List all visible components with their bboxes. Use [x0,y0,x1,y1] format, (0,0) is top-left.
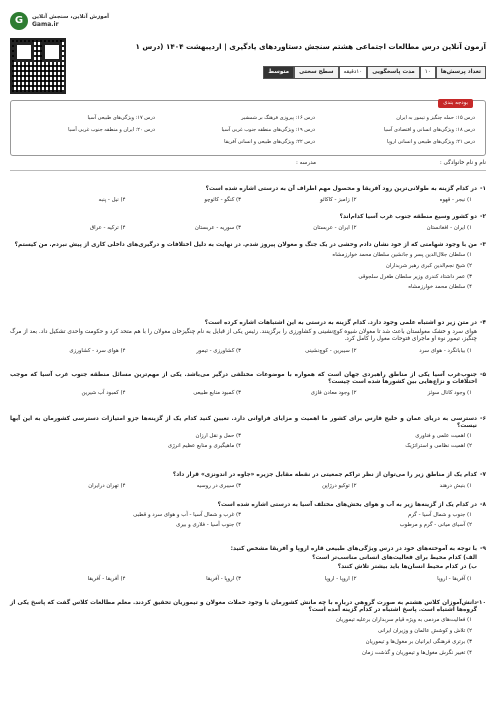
option[interactable]: ۴) تهران درایران [88,483,126,490]
option[interactable]: ۱) سلطان جلال‌الدین پسر و جانشین سلطان محمد خوارزمشاه [332,252,472,259]
option[interactable]: ۲) آسیای میانی - گرم و مرطوب [399,521,472,528]
topic-item: درس ۲۲: ویژگی‌های طبیعی و انسانی آفریقا [224,139,315,145]
question-text: جنوب‌غرب آسیا یکی از مناطق راهبردی جهان است که همواره با موضوعات مختلفی درگیر می‌باشد. یکی از مهم‌ترین مسائل منطقه جنوب غرب آسیا که موجب اختلافات و نزاع‌هایی بین کشورها شده است چیست؟ [10,372,477,386]
option[interactable]: ۴) ماهیگیری و منابع عظیم انرژی [167,443,241,450]
question-number: ۱- [480,186,486,192]
question [10,186,486,204]
topics-box [10,100,486,156]
option[interactable]: ۴) ترکیه - عراق [89,225,126,232]
question-part-b: ب) در کدام محیط انسان‌ها باید بیشتر تلاش کنند؟ [337,564,477,571]
question-number: ۷- [480,472,486,478]
question-number: ۴- [480,320,486,326]
option[interactable]: ۲) توکیو درژاپن [322,483,357,490]
question-number: ۱۰- [476,600,486,606]
option[interactable]: ۳) اروپا - آفریقا [206,575,241,582]
option[interactable]: ۲) سیبرین - کوچ‌نشینی [305,347,357,354]
question-number: ۹- [480,546,486,552]
school-label: مدرسه : [296,160,316,166]
option[interactable]: ۱) بیابانگرد - هوای سرد [419,347,472,354]
question-part-a: الف) کدام محیط برای فعالیت‌های انسانی مناسب‌تر است؟ [312,555,477,562]
option[interactable]: ۴) هوای سرد - کشاورزی [69,347,126,354]
question-text: در کدام گزینه به طولانی‌ترین رود آفریقا و محصول مهم اطراف آن به درستی اشاره شده است؟ [205,186,477,192]
option[interactable]: ۱) آفریقا - اروپا [437,575,472,582]
info-value: ۱۰ [420,66,436,79]
option[interactable]: ۴) نیل - پنبه [98,197,126,204]
question [10,546,486,582]
option[interactable]: ۲) ایران - عربستان [313,225,357,232]
topics-tag: بودجه بندی [438,99,473,108]
option[interactable]: ۳) کمبود منابع طبیعی [193,390,241,397]
question-number: ۵- [480,372,486,378]
question-text: در کدام یک از گزینه‌ها زیر به آب و هوای بخش‌های مختلف آسیا به درستی اشاره شده است؟ [217,502,477,508]
qr-code-icon [10,38,66,94]
question-text: دو کشور وسیع منطقه جنوب غرب آسیا کدام‌اند؟ [339,214,477,220]
option[interactable]: ۱) بنیش درهند [439,483,472,490]
info-label: مدت پاسخگویی [367,66,420,79]
info-label: سطح سختی [294,66,338,79]
topic-item: درس ۲۰: ایران و منطقه جنوب غربی آسیا [68,127,155,133]
option[interactable]: ۲) اروپا - اروپا [324,575,357,582]
option[interactable]: ۳) حمل و نقل ارزان [195,433,241,440]
question [10,472,486,490]
option[interactable]: ۲) اهمیت نظامی و استراتژیک [405,443,472,450]
option[interactable]: ۴) آفریقا - آفریقا [87,575,126,582]
option[interactable]: ۳) سیبری در روسیه [196,483,241,490]
info-value: ۱۰دقیقه [339,66,368,79]
info-value: متوسط [263,66,294,79]
question-text: کدام یک از مناطق زیر را می‌توان از نظر تراکم جمعیتی در نقطه مقابل جزیره «جاوه در اندونزی» قرار داد؟ [172,472,477,478]
question [10,242,486,295]
brand-site[interactable]: Gama.ir [32,20,59,28]
question-text: من با وجود شهامتی که از خود نشان دادم وحشی در یک جنگ و مغولان پیروز شدم. در نهایت به دلیل اختلافات و درگیری‌های داخلی کاری از پیش نبردم. من کیستم؟ [14,242,477,248]
option[interactable]: ۱) ایران - افغانستان [426,225,472,232]
option[interactable]: ۱) جنوب و شمال آسیا - گرم [407,512,472,519]
topic-item: درس ۲۱: ویژگی‌های طبیعی و انسانی اروپا [387,139,475,145]
topic-item: درس ۱۷: ویژگی‌های طبیعی آسیا [87,115,155,121]
brand-tagline: آموزش آنلاین، سنجش آنلاین [32,13,110,20]
question-number: ۲- [480,214,486,220]
exam-title: آزمون آنلاین درس مطالعات اجتماعی هشتم سنجش دستاوردهای یادگیری | اردیبهشت ۱۴۰۴ (درس ۱ [135,42,486,51]
topic-item: درس ۱۶: پیروزی فرهنگ بر شمشیر [241,115,315,121]
question-text: دانش‌آموزان کلاس هشتم به صورت گروهی درباره با چه مانش کشورمان با وجود حملات مغولان و تیموریان تحقیق کردند. معلم مطالعات کلاس گفت که پاسخ یکی از گروه‌ها اشتباه است. پاسخ اشتباه در کدام گزینه آمده است؟ [10,600,477,614]
question-text: با توجه به آموخته‌های خود در درس ویژگی‌های طبیعی قاره اروپا و آفریقا مشخص کنید: [230,546,477,552]
topic-item: درس ۱۵: حمله چنگیز و تیمور به ایران [396,115,475,121]
option[interactable]: ۱) اهمیت علمی و فناوری [415,433,472,440]
gama-logo-icon: G [10,12,28,30]
option[interactable]: ۳) غرب و شمال آسیا - آب و هوای سرد و قطبی [133,512,241,519]
brand[interactable] [10,12,109,30]
option[interactable]: ۲) وجود معادن فازی [310,390,357,397]
question-passage: هوای سرد و خشک مغولستان باعث شد تا مغولان شیوه کوچ‌نشینی و کشاورزی را برگزینند. رئیس یکی از قبایل به نام چنگیزخان مغولان را با هم متحد کرد و حکومت واحدی تشکیل داد. بعد از مرگ چنگیز، تیمور نوه او ماجرای فتوحات مغول را کامل کرد. [10,329,477,343]
question-number: ۶- [480,416,486,422]
question-number: ۳- [480,242,486,248]
question [10,502,486,529]
divider [10,170,486,171]
option[interactable]: ۳) سوریه - عربستان [194,225,241,232]
exam-info [263,66,486,79]
student-name-label: نام و نام خانوادگی : [439,160,486,166]
question [10,214,486,232]
option[interactable]: ۱) نیجر - قهوه [439,197,472,204]
question [10,600,486,660]
option[interactable]: ۳) برتری فرهنگی ایرانیان بر مغول‌ها و تیموریان [365,638,472,645]
info-label: تعداد پرسش‌ها [436,66,486,79]
question [10,372,486,397]
option[interactable]: ۴) کمبود آب شیرین [81,390,126,397]
option[interactable]: ۴) سلطان محمد خوارزمشاه [408,284,472,291]
option[interactable]: ۳) کشاورزی - تیمور [196,347,241,354]
topic-item: درس ۱۸: ویژگی‌های انسانی و اقتصادی آسیا [383,127,475,133]
option[interactable]: ۳) کنگو - کائوچو [204,197,241,204]
topic-item: درس ۱۹: ویژگی‌های منطقه جنوب غربی آسیا [221,127,315,133]
option[interactable]: ۳) عمر داشتاد کندری وزیر سلطان طغرل سلجوقی [358,273,472,280]
option[interactable]: ۲) شیخ نجم‌الدین کبری رهبر شربداران [385,262,472,269]
header [10,12,486,42]
question [10,416,486,450]
option[interactable]: ۱) فعالیت‌های مردمی به ویژه قیام سربداران برعلیه تیموریان [335,617,472,624]
question-number: ۸- [480,502,486,508]
option[interactable]: ۲) زامبز - کاکائو [320,197,357,204]
question-text: در متن زیر دو اشتباه علمی وجود دارد. کدام گزینه به درستی به این اشتباهات اشاره کرده است؟ [204,320,477,326]
question-text: دسترسی به دریای عمان و خلیج فارس برای کشور ما اهمیت و مزایای فراوانی دارد. تعیین کنید کدام یک از گزینه‌ها جزو امتیازات دسترسی کشورمان به این آبها نیست؟ [10,416,477,430]
option[interactable]: ۴) جنوب آسیا - فلاری و بیری [176,521,241,528]
option[interactable]: ۲) تلاش و کوشش عالمان و وزیران ایرانی [377,628,472,635]
question [10,320,486,354]
option[interactable]: ۴) تغییر نگرش مغول‌ها و تیموریان و گذشت زمان [362,649,472,656]
option[interactable]: ۱) وجود کانال سوئز [427,390,472,397]
